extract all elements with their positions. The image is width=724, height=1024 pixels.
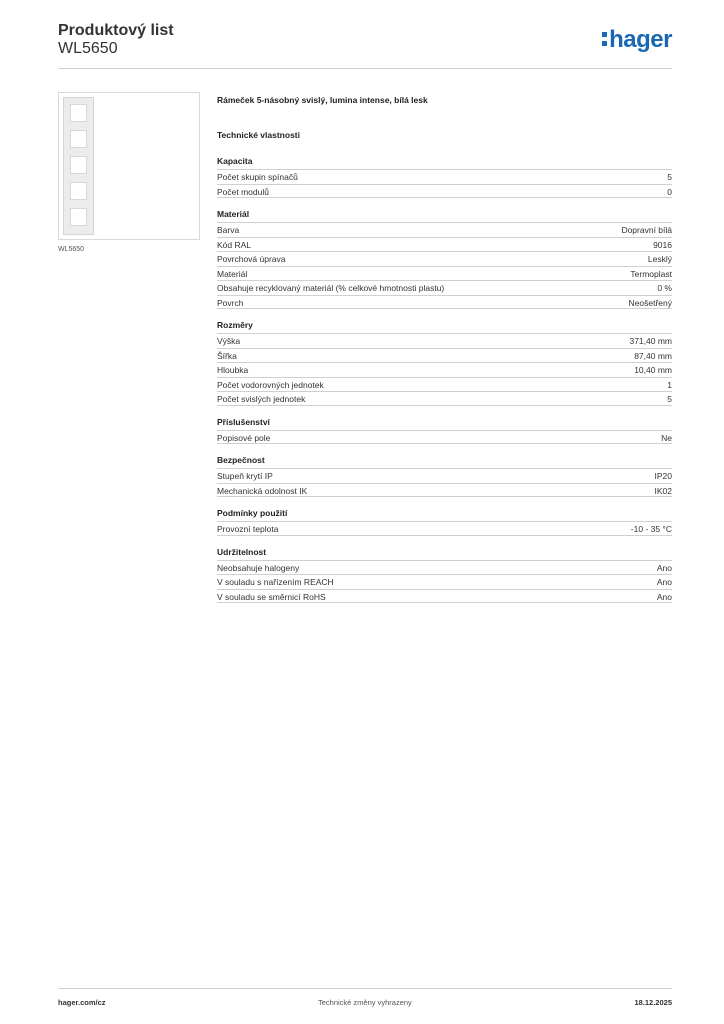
spec-value: 1 <box>667 379 672 390</box>
spec-row <box>217 251 672 266</box>
spec-value: 10,40 mm <box>634 365 672 375</box>
spec-row <box>217 295 672 310</box>
spec-value: Lesklý <box>647 254 672 264</box>
spec-label: Provozní teplota <box>217 524 279 534</box>
document-header <box>58 22 174 58</box>
spec-value: 371,40 mm <box>629 336 672 346</box>
logo-dots-icon <box>602 32 607 46</box>
spec-label: Mechanická odolnost IK <box>217 485 308 496</box>
spec-value: Termoplast <box>630 268 672 279</box>
spec-section <box>217 209 672 309</box>
spec-value: Ano <box>656 562 672 573</box>
spec-row <box>217 391 672 406</box>
spec-content <box>217 95 672 614</box>
spec-rows <box>217 169 672 198</box>
spec-value: 0 <box>667 186 672 197</box>
spec-row <box>217 362 672 377</box>
section-title: Kapacita <box>217 156 253 166</box>
spec-row <box>217 483 672 498</box>
spec-label: Počet vodorovných jednotek <box>217 379 324 390</box>
spec-rows <box>217 333 672 406</box>
image-caption: WL5650 <box>58 246 85 253</box>
header-divider <box>58 68 672 69</box>
spec-section <box>217 547 672 604</box>
spec-label: V souladu s nařízením REACH <box>217 577 334 587</box>
spec-label: Výška <box>217 336 241 346</box>
spec-row <box>217 333 672 348</box>
spec-value: 5 <box>667 394 672 404</box>
hager-logo <box>602 26 672 54</box>
spec-label: Počet skupin spínačů <box>217 172 298 182</box>
spec-row <box>217 348 672 363</box>
spec-value: Dopravní bílá <box>621 225 672 235</box>
spec-row <box>217 266 672 281</box>
spec-row <box>217 521 672 536</box>
product-code: WL5650 <box>58 40 118 57</box>
spec-rows <box>217 222 672 309</box>
technical-properties-title: Technické vlastnosti <box>217 130 300 140</box>
logo-text: hager <box>609 26 672 53</box>
spec-label: Materiál <box>217 268 248 279</box>
footer-date: 18.12.2025 <box>634 998 672 1007</box>
spec-row <box>217 222 672 237</box>
spec-row <box>217 560 672 575</box>
section-title: Materiál <box>217 209 250 219</box>
spec-label: Počet svislých jednotek <box>217 394 306 404</box>
spec-value: IP20 <box>654 471 672 481</box>
spec-label: Obsahuje recyklovaný materiál (% celkové hmotnosti plastu) <box>217 283 445 293</box>
footer-website[interactable]: hager.com/cz <box>58 998 106 1007</box>
spec-value: Ano <box>656 577 672 587</box>
spec-label: Neobsahuje halogeny <box>217 562 300 573</box>
spec-section <box>217 455 672 497</box>
spec-value: 87,40 mm <box>634 350 672 361</box>
spec-section <box>217 508 672 536</box>
frame-opening <box>70 182 87 200</box>
spec-label: Počet modulů <box>217 186 269 197</box>
spec-value: IK02 <box>654 485 672 496</box>
product-description: Rámeček 5-násobný svislý, lumina intense, bílá lesk <box>217 95 428 105</box>
spec-row <box>217 468 672 483</box>
spec-row <box>217 574 672 589</box>
spec-label: V souladu se směrnicí RoHS <box>217 591 326 602</box>
spec-label: Povrchová úprava <box>217 254 286 264</box>
spec-row <box>217 169 672 184</box>
footer-note: Technické změny vyhrazeny <box>318 998 412 1007</box>
spec-label: Kód RAL <box>217 239 252 250</box>
spec-label: Povrch <box>217 297 244 308</box>
frame-opening <box>70 130 87 148</box>
spec-row <box>217 280 672 295</box>
frame-5-gang-vertical-icon <box>63 97 94 235</box>
spec-value: -10 - 35 °C <box>630 524 672 534</box>
spec-rows <box>217 521 672 536</box>
spec-row <box>217 237 672 252</box>
spec-value: Ano <box>656 591 672 602</box>
spec-value: 5 <box>667 172 672 182</box>
frame-opening <box>70 208 87 226</box>
spec-value: Ne <box>661 432 672 443</box>
section-title: Bezpečnost <box>217 455 265 465</box>
section-title: Rozměry <box>217 320 253 330</box>
spec-label: Šířka <box>217 350 237 361</box>
spec-row <box>217 377 672 392</box>
frame-opening <box>70 156 87 174</box>
spec-sections <box>217 156 672 603</box>
spec-rows <box>217 430 672 445</box>
spec-section <box>217 320 672 406</box>
spec-section <box>217 156 672 198</box>
frame-opening <box>70 104 87 122</box>
document-title: Produktový list <box>58 22 174 39</box>
spec-value: 0 % <box>657 283 672 293</box>
spec-section <box>217 417 672 445</box>
spec-label: Hloubka <box>217 365 249 375</box>
spec-row <box>217 184 672 199</box>
spec-label: Barva <box>217 225 240 235</box>
spec-rows <box>217 468 672 497</box>
section-title: Podmínky použití <box>217 508 288 518</box>
footer-divider <box>58 988 672 989</box>
spec-row <box>217 430 672 445</box>
spec-label: Popisové pole <box>217 432 271 443</box>
spec-value: 9016 <box>653 239 672 250</box>
product-image <box>58 92 200 240</box>
section-title: Udržitelnost <box>217 546 267 557</box>
section-title: Příslušenství <box>217 416 270 427</box>
spec-row <box>217 589 672 604</box>
spec-value: Neošetřený <box>628 297 672 308</box>
spec-rows <box>217 560 672 604</box>
spec-label: Stupeň krytí IP <box>217 471 273 481</box>
